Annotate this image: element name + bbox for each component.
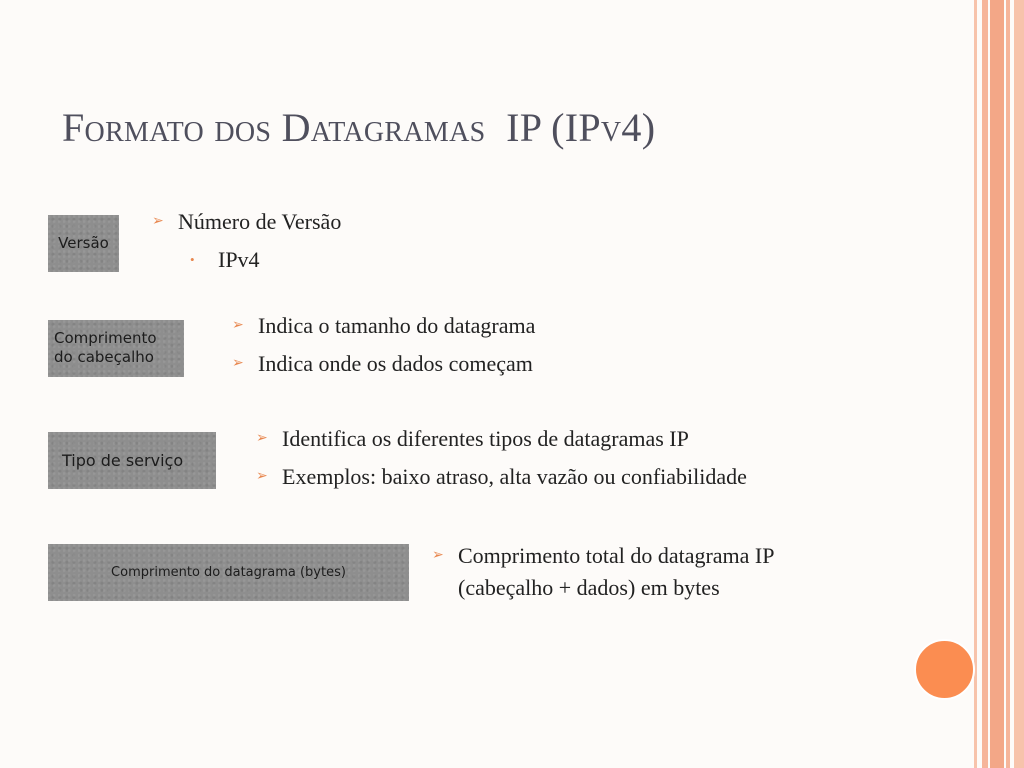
- decorative-circle: [914, 639, 975, 700]
- field-label-comprimento-cabecalho: Comprimento do cabeçalho: [48, 320, 184, 377]
- list-item: ➢ Comprimento total do datagrama IP (cabeçalho + dados) em bytes: [458, 540, 775, 604]
- slide-title: Formato dos Datagramas IP (IPv4): [62, 105, 656, 150]
- arrow-bullet-icon: ➢: [256, 431, 268, 446]
- list-item: ➢ Indica o tamanho do datagrama: [258, 307, 535, 345]
- list-item: • IPv4: [218, 241, 341, 279]
- list-item: ➢ Identifica os diferentes tipos de datagramas IP: [282, 420, 747, 458]
- dot-bullet-icon: •: [190, 252, 195, 267]
- field-label-tipo-servico: Tipo de serviço: [48, 432, 216, 489]
- decorative-stripes: [974, 0, 1024, 768]
- arrow-bullet-icon: ➢: [256, 469, 268, 484]
- bullet-list-comprimento-cabecalho: [232, 307, 536, 383]
- list-item: ➢ Número de Versão: [178, 203, 341, 241]
- arrow-bullet-icon: ➢: [232, 318, 244, 333]
- bullet-list-comprimento-datagrama: [432, 540, 775, 604]
- arrow-bullet-icon: ➢: [432, 548, 444, 563]
- list-item: ➢ Exemplos: baixo atraso, alta vazão ou confiabilidade: [282, 458, 747, 496]
- bullet-list-versao: [152, 203, 342, 279]
- arrow-bullet-icon: ➢: [232, 356, 244, 371]
- list-item: ➢ Indica onde os dados começam: [258, 345, 535, 383]
- field-label-comprimento-datagrama: Comprimento do datagrama (bytes): [48, 544, 409, 601]
- bullet-list-tipo-servico: [256, 420, 747, 496]
- field-label-versao: Versão: [48, 215, 119, 272]
- arrow-bullet-icon: ➢: [152, 214, 164, 229]
